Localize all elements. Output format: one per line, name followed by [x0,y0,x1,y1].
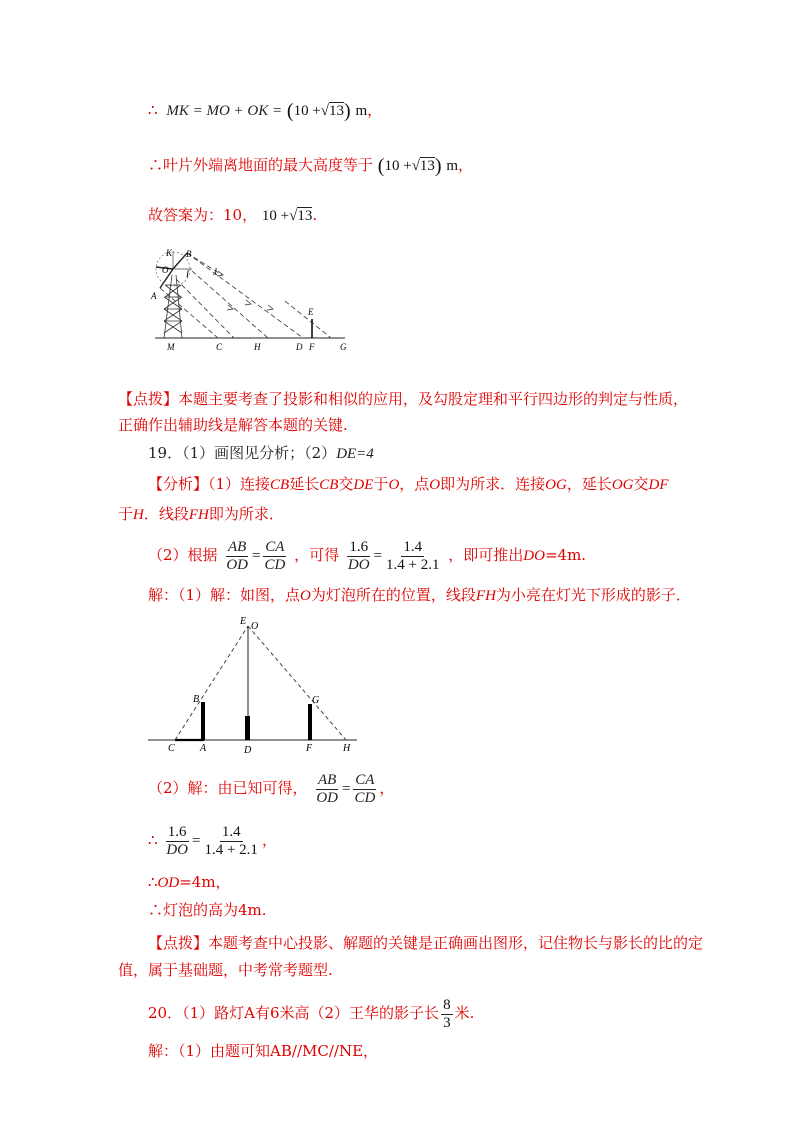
figure-windmill-projection [140,245,355,355]
solution-19-line-2: （2）解：由已知可得， $\frac{AB}{OD}$ = $\frac{CA}{CD}$ ， [148,771,395,806]
label-C: C [168,743,175,754]
eq-mk-line: ∴ MK = MO + OK = (10 +√13) m， [148,100,383,122]
max-height-text: ∴叶片外端离地面的最大高度等于 [148,156,374,174]
label-J: J [213,267,217,277]
fraction-14-35: $\frac{1.4}{1.4 + 2.1}$ [386,538,440,573]
label-F: F [306,743,313,754]
label-B: B [186,249,192,259]
label-H: H [343,743,351,754]
q19-answer: DE=4 [336,446,374,462]
fraction-16-do: $\frac{1.6}{DO}$ [347,538,370,573]
label-E: E [308,307,314,317]
q20-head: 20．（1）路灯A有6米高（2）王华的影子长 [148,1004,440,1022]
tip-1-line-2: 正确作出辅助线是解答本题的关键. [118,416,348,434]
label-H: H [254,342,261,352]
tip-2-line-1: 【点拨】本题考查中心投影、解题的关键是正确画出图形，记住物长与影长的比的定 [148,934,704,952]
label-O: O [162,265,169,275]
solution-20-line-1: 解：（1）由题可知AB//MC//NE， [148,1042,379,1060]
solution-19-line-5: ∴灯泡的高为4m. [148,901,267,919]
tip-2-line-2: 值，属于基础题，中考常考题型. [118,961,333,979]
label-E: E [240,616,247,627]
analysis-19-line-3: （2）根据 $\frac{AB}{OD}$ = $\frac{CA}{CD}$ ，可得 $\frac{1.6}{DO}$ = $\frac{1.4}{1.4 + 2.1}$ ，即可推出DO=4m. [148,538,587,573]
analysis-19-line-2: 于H．线段FH即为所求． [118,505,284,523]
analysis-19-line-1: 【分析】（1）连接CB延长CB交DE于O，点O即为所求．连接OG，延长OG交DF [148,475,669,493]
label-O: O [251,621,259,632]
fraction-ab-od: $\frac{AB}{OD}$ [226,538,248,573]
fraction-ca-cd: $\frac{CA}{CD}$ [264,538,286,573]
tip-1-line-1: 【点拨】本题主要考查了投影和相似的应用，及勾股定理和平行四边形的判定与性质， [118,390,689,408]
label-G: G [340,342,347,352]
tower [164,275,182,338]
answer-line: 故答案为：10， 10 +√13. [148,206,318,224]
label-F: F [309,342,315,352]
label-M: M [167,342,175,352]
label-C: C [216,342,223,352]
therefore-symbol: ∴ [148,101,158,119]
label-A: A [200,743,207,754]
label-A: A [151,291,157,301]
label-D: D [296,342,303,352]
q19-head: 19．（1）画图见分析；（2） [148,444,337,462]
solution-19-line-4: ∴OD=4m， [148,873,231,891]
q20-line: 20．（1）路灯A有6米高（2）王华的影子长 $\frac{8}{3}$ 米. [148,996,475,1031]
solution-19-line-1: 解：（1）解：如图，点O为灯泡所在的位置，线段FH为小亮在灯光下形成的影子． [148,586,691,604]
label-G: G [312,695,320,706]
label-I: I [186,269,189,279]
blades [156,253,187,288]
solution-19-line-3: ∴ $\frac{1.6}{DO}$ = $\frac{1.4}{1.4 + 2.1}$ ， [148,823,277,858]
label-K: K [166,248,173,258]
sqrt-13: 13 [329,103,345,119]
figure-lamp-projection [140,612,370,754]
label-B: B [193,694,200,705]
fraction-8-3: $\frac{8}{3}$ [443,996,451,1031]
max-height-line: ∴叶片外端离地面的最大高度等于 (10 +√13) m， [148,155,474,177]
answer-text: 故答案为：10， [148,206,258,224]
q19-line [148,443,374,464]
sun-rays [160,253,331,338]
label-D: D [244,745,252,754]
eq-mk-lhs: MK = MO + OK = [166,103,283,119]
